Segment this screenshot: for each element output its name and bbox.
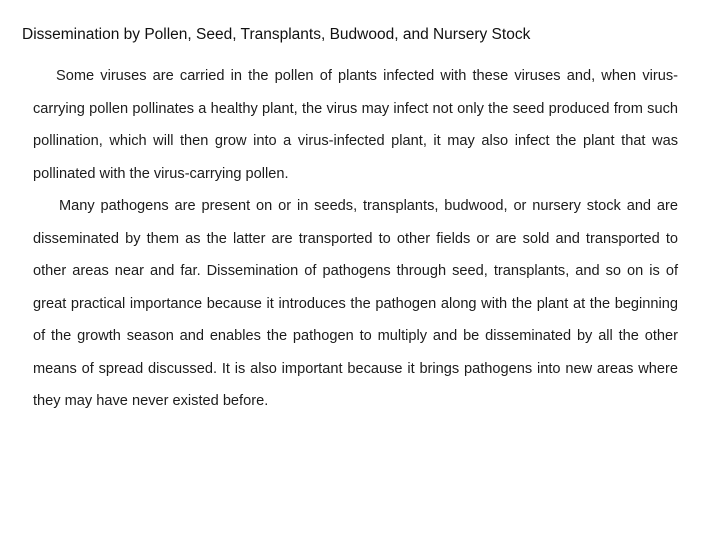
paragraph-pollen: Some viruses are carried in the pollen of plants infected with these viruses and, when virus-carrying pollen pollinates a healthy plant, the virus may infect not only the seed produced from such pollination, which will then grow into a virus-infected plant, it may also infect the plant that was pollinated with the virus-carrying pollen.	[33, 68, 678, 182]
paragraph-seeds-transplants: Many pathogens are present on or in seeds, transplants, budwood, or nursery stock and are disseminated by them as the latter are transported to other fields or are sold and transported to other areas near and far. Dissemination of pathogens through seed, transplants, and so on is of great practical importance because it introduces the pathogen along with the plant at the beginning of the growth season and enables the pathogen to multiply and be disseminated by all the other means of spread discussed. It is also important because it brings pathogens into new areas where they may have never existed before.	[33, 198, 678, 409]
section-heading: Dissemination by Pollen, Seed, Transplants, Budwood, and Nursery Stock	[22, 26, 531, 43]
body-text	[33, 60, 678, 418]
